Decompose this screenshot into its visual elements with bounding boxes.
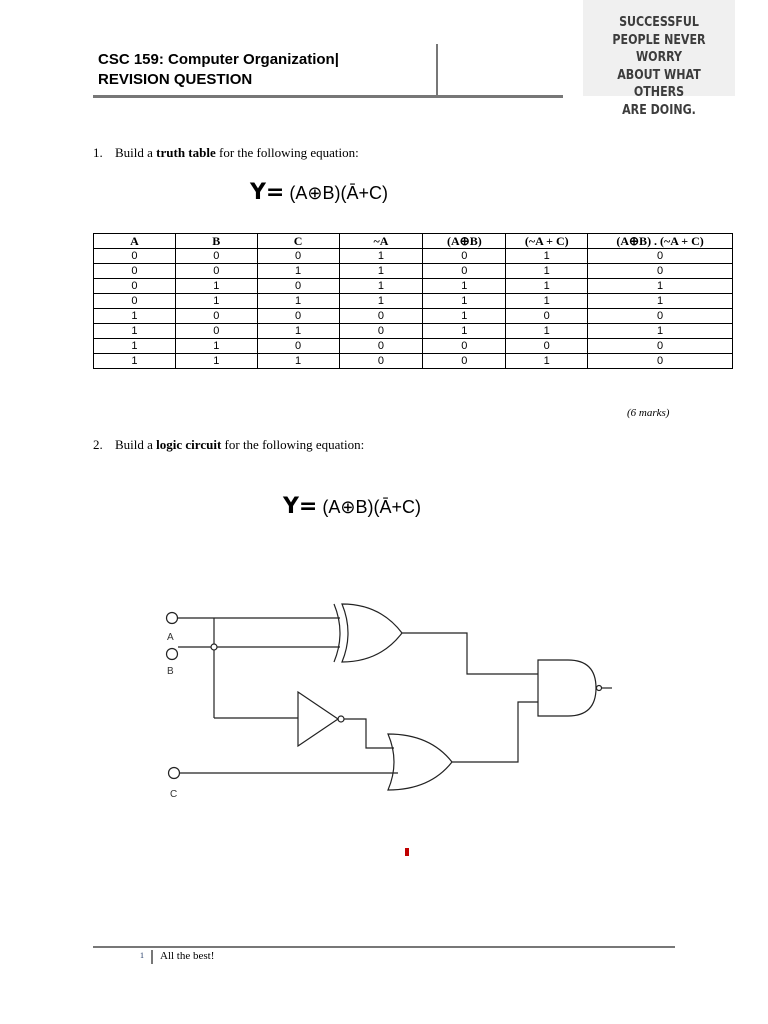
question-2-number: 2. <box>93 437 103 452</box>
table-cell: 1 <box>94 339 176 354</box>
column-header-not-a: ~A <box>339 234 423 249</box>
table-cell: 1 <box>257 324 339 339</box>
table-cell: 0 <box>588 339 733 354</box>
table-cell: 1 <box>175 279 257 294</box>
input-label-c: C <box>170 789 178 800</box>
table-cell: 1 <box>339 249 423 264</box>
question-1-number: 1. <box>93 145 103 160</box>
equation-2-y: Y= <box>283 494 318 519</box>
table-cell: 0 <box>175 264 257 279</box>
table-cell: 0 <box>257 279 339 294</box>
table-cell: 1 <box>506 294 588 309</box>
table-cell: 1 <box>423 324 506 339</box>
table-cell: 0 <box>339 309 423 324</box>
input-label-b: B <box>167 666 174 677</box>
table-cell: 0 <box>175 309 257 324</box>
column-header-or: (~A + C) <box>506 234 588 249</box>
wire-or-to-and <box>452 702 538 762</box>
wire-not-to-or <box>344 719 394 748</box>
table-cell: 1 <box>423 279 506 294</box>
table-cell: 1 <box>506 324 588 339</box>
or-gate <box>388 734 452 790</box>
wire-xor-to-and <box>402 633 538 674</box>
footer-divider <box>93 946 675 948</box>
input-terminal-a <box>167 613 178 624</box>
table-cell: 0 <box>257 249 339 264</box>
table-cell: 1 <box>339 264 423 279</box>
column-header-b: B <box>175 234 257 249</box>
question-2-keyword: logic circuit <box>156 437 222 452</box>
table-cell: 0 <box>339 324 423 339</box>
column-header-xor: (A⊕B) <box>423 234 506 249</box>
table-cell: 0 <box>588 264 733 279</box>
table-cell: 0 <box>506 309 588 324</box>
table-cell: 1 <box>506 249 588 264</box>
question-1-keyword: truth table <box>156 145 216 160</box>
table-cell: 0 <box>94 264 176 279</box>
xor-gate <box>342 604 402 662</box>
input-terminal-b <box>167 649 178 660</box>
equation-1-expression: (A⊕B)(Ā+C) <box>289 183 388 203</box>
table-cell: 1 <box>588 279 733 294</box>
table-cell: 0 <box>588 249 733 264</box>
table-cell: 1 <box>339 294 423 309</box>
table-cell: 0 <box>94 294 176 309</box>
table-cell: 1 <box>588 294 733 309</box>
footer-separator <box>151 950 153 964</box>
table-cell: 1 <box>94 354 176 369</box>
table-cell: 0 <box>94 249 176 264</box>
table-cell: 0 <box>588 309 733 324</box>
table-cell: 0 <box>423 339 506 354</box>
table-cell: 0 <box>257 309 339 324</box>
and-output-terminal <box>597 686 602 691</box>
question-2-prefix: Build a <box>115 437 157 452</box>
column-header-output: (A⊕B) . (~A + C) <box>588 234 733 249</box>
column-header-a: A <box>94 234 176 249</box>
table-cell: 1 <box>94 309 176 324</box>
footer-text: All the best! <box>160 950 215 962</box>
column-header-c: C <box>257 234 339 249</box>
table-cell: 1 <box>257 354 339 369</box>
table-cell: 1 <box>423 294 506 309</box>
table-cell: 1 <box>339 279 423 294</box>
quote-line: ABOUT WHAT OTHERS <box>617 66 701 100</box>
table-cell: 0 <box>94 279 176 294</box>
document-subtitle: REVISION QUESTION <box>98 71 253 88</box>
course-title: CSC 159: Computer Organization <box>98 51 335 68</box>
table-cell: 1 <box>506 279 588 294</box>
question-2-suffix: for the following equation: <box>221 437 365 452</box>
table-cell: 1 <box>506 264 588 279</box>
table-cell: 1 <box>175 294 257 309</box>
table-cell: 0 <box>175 324 257 339</box>
table-cell: 1 <box>257 294 339 309</box>
table-cell: 0 <box>423 354 506 369</box>
table-cell: 0 <box>506 339 588 354</box>
table-cell: 0 <box>423 264 506 279</box>
table-cell: 0 <box>339 354 423 369</box>
marks-label: (6 marks) <box>627 407 670 419</box>
table-cell: 0 <box>339 339 423 354</box>
question-1-prefix: Build a <box>115 145 157 160</box>
text-cursor: | <box>334 51 339 68</box>
xor-gate-back-curve <box>334 604 340 662</box>
red-cursor-mark <box>405 848 409 856</box>
quote-line: ARE DOING. <box>622 101 696 118</box>
table-cell: 0 <box>257 339 339 354</box>
table-cell: 1 <box>506 354 588 369</box>
table-cell: 1 <box>588 324 733 339</box>
table-cell: 0 <box>588 354 733 369</box>
table-cell: 1 <box>423 309 506 324</box>
quote-line: PEOPLE NEVER WORRY <box>612 31 706 65</box>
question-1-suffix: for the following equation: <box>215 145 359 160</box>
table-cell: 1 <box>94 324 176 339</box>
page-number: 1 <box>140 951 144 960</box>
table-cell: 1 <box>175 339 257 354</box>
table-cell: 0 <box>175 249 257 264</box>
table-cell: 0 <box>423 249 506 264</box>
quote-line: SUCCESSFUL <box>619 14 699 30</box>
not-gate <box>298 692 338 746</box>
table-cell: 1 <box>175 354 257 369</box>
table-cell: 1 <box>257 264 339 279</box>
wire-junction <box>211 644 217 650</box>
equation-1-y: Y= <box>250 180 285 205</box>
and-gate <box>538 660 596 716</box>
equation-2-expression: (A⊕B)(Ā+C) <box>322 497 421 517</box>
input-terminal-c <box>169 768 180 779</box>
input-label-a: A <box>167 632 174 643</box>
